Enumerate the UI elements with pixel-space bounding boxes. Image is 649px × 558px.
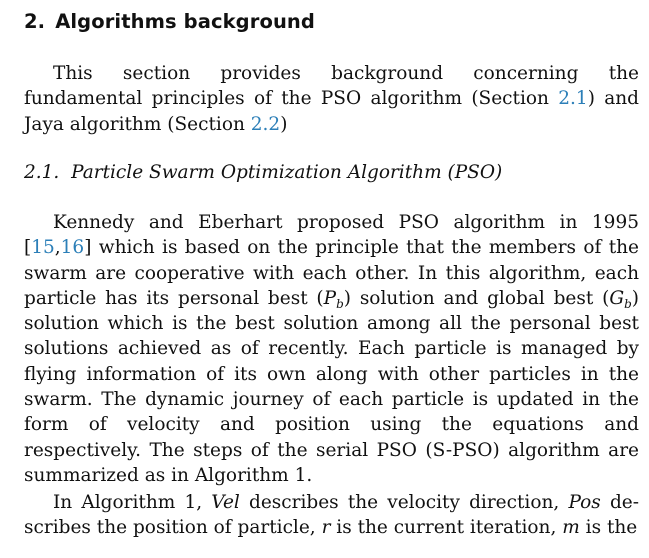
subsection-number: 2.1. — [24, 162, 60, 183]
pso-text-a: Kennedy and Eberhart proposed PSO algorithm in 1995 [ — [24, 212, 639, 259]
citation-separator: , — [54, 237, 61, 259]
section-title: Algorithms background — [55, 10, 315, 33]
pos-symbol: Pos — [568, 492, 601, 513]
subsection-title: Particle Swarm Optimization Algorithm (PSO) — [71, 162, 503, 183]
pso-text-e: formation of its own along with other particles in the swarm. The dynamic journey of each particle is updated in the form of velocity and position using the equations and respectively. The steps of the serial PSO (S-PSO) algorithm are summarized as in Algorithm 1. — [24, 363, 639, 486]
alg-text-a: In Algorithm 1, — [53, 492, 212, 513]
citation-16-link[interactable]: 16 — [60, 237, 85, 259]
alg-text-b: describes the velocity direction, — [239, 492, 569, 513]
citation-15-link[interactable]: 15 — [31, 237, 55, 259]
pso-text-d: ) solution which is the best solution among all the personal best solutions achieved as of recently. Each particle is managed by flying in — [24, 287, 639, 385]
personal-best-symbol: $P_b$ — [323, 287, 344, 311]
alg-text-f: is the — [579, 517, 638, 539]
pso-text-c: ) solution and global best ( — [343, 287, 610, 309]
alg-text-c: de — [600, 492, 639, 513]
section-ref-2-1-link[interactable]: 2.1 — [558, 88, 588, 110]
pso-text-b: ] which is based on the principle that the members of the swarm are cooperative with each other. In this algorithm, each particle has its personal best ( — [24, 237, 639, 309]
intro-text-c: ) — [280, 113, 288, 135]
vel-symbol: Vel — [211, 492, 240, 513]
section-heading — [24, 10, 315, 33]
alg-text-e: is the current iteration, — [330, 517, 563, 539]
intro-text-a: This section provides background concerning the fundamental principles of the PSO algorithm (Section — [24, 63, 639, 110]
subsection-heading — [24, 162, 502, 183]
section-number: 2. — [24, 10, 46, 33]
intro-text-b: ) and Jaya algorithm (Section — [24, 88, 640, 135]
r-symbol: r — [321, 517, 331, 539]
pso-paragraph — [24, 210, 639, 488]
section-ref-2-2-link[interactable]: 2.2 — [250, 113, 281, 135]
algorithm-description-paragraph — [24, 490, 639, 541]
intro-paragraph — [24, 61, 639, 137]
global-best-symbol: $G_b$ — [609, 287, 632, 311]
m-symbol: m — [562, 517, 580, 539]
alg-text-d: scribes the position of particle, — [24, 517, 322, 539]
